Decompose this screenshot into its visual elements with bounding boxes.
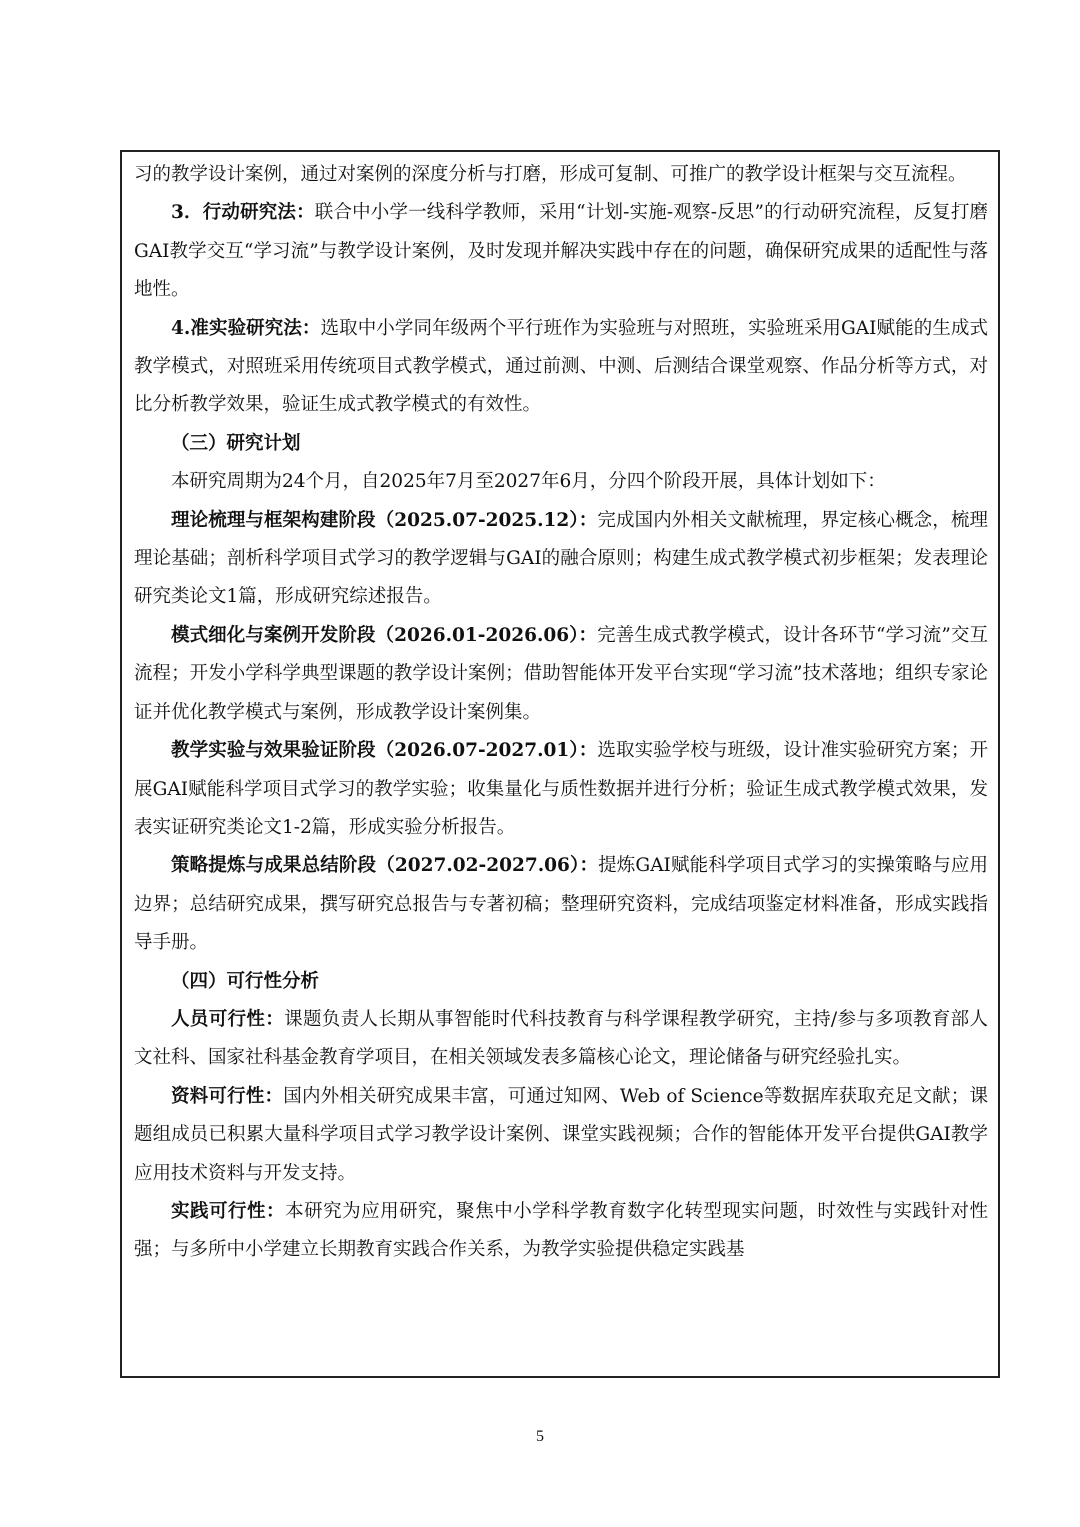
paragraph (134, 617, 988, 732)
paragraph-text: 完成国内外相关文献梳理，界定核心概念，梳理理论基础；剖析科学项目式学习的教学逻辑与GAI的融合原则；构建生成式教学模式初步框架；发表理论研究类论文1篇，形成研究综述报告。 (134, 509, 988, 608)
paragraph-lead-term: 教学实验与效果验证阶段（2026.07-2027.01）： (171, 740, 598, 762)
bordered-content-frame (120, 150, 1000, 1378)
paragraph (134, 463, 988, 501)
paragraph (134, 502, 988, 617)
paragraph (134, 194, 988, 309)
paragraph-lead-term: 理论梳理与框架构建阶段（2025.07-2025.12）： (171, 509, 598, 531)
paragraph-text: 联合中小学一线科学教师，采用“计划-实施-观察-反思”的行动研究流程，反复打磨GAI教学交互“学习流”与教学设计案例，及时发现并解决实践中存在的问题，确保研究成果的适配性与落地性。 (134, 202, 989, 301)
paragraph-text: 习的教学设计案例，通过对案例的深度分析与打磨，形成可复制、可推广的教学设计框架与交互流程。 (134, 164, 967, 185)
section-heading: （四）可行性分析 (171, 970, 320, 992)
paragraph-lead-term: 3．行动研究法： (171, 202, 315, 224)
paragraph (134, 847, 988, 962)
paragraph-text: 本研究为应用研究，聚焦中小学科学教育数字化转型现实问题，时效性与实践针对性强；与多所中小学建立长期教育实践合作关系，为教学实验提供稳定实践基 (134, 1200, 988, 1261)
paragraph-text: 选取实验学校与班级，设计准实验研究方案；开展GAI赋能科学项目式学习的教学实验；收集量化与质性数据并进行分析；验证生成式教学模式效果，发表实证研究类论文1-2篇，形成实验分析报告。 (134, 740, 988, 838)
paragraph-text: 国内外相关研究成果丰富，可通过知网、Web of Science等数据库获取充足文献；课题组成员已积累大量科学项目式学习教学设计案例、课堂实践视频；合作的智能体开发平台提供GAI教学应用技术资料与开发支持。 (134, 1085, 988, 1184)
paragraph-text: 完善生成式教学模式，设计各环节“学习流”交互流程；开发小学科学典型课题的教学设计案例；借助智能体开发平台实现“学习流”技术落地；组织专家论证并优化教学模式与案例，形成教学设计案例集。 (134, 624, 988, 723)
paragraph-lead-term: 模式细化与案例开发阶段（2026.01-2026.06）： (171, 624, 598, 646)
paragraph-text: 提炼GAI赋能科学项目式学习的实操策略与应用边界；总结研究成果，撰写研究总报告与专著初稿；整理研究资料，完成结项鉴定材料准备，形成实践指导手册。 (134, 855, 989, 954)
paragraph-lead-term: 人员可行性： (171, 1008, 285, 1030)
section-heading: （三）研究计划 (171, 432, 301, 454)
paragraph-lead-term: 资料可行性： (171, 1085, 284, 1107)
paragraph (134, 1078, 988, 1193)
paragraph (134, 1001, 988, 1078)
paragraph-lead-term: 4.准实验研究法： (171, 317, 321, 339)
paragraph-text: 本研究周期为24个月，自2025年7月至2027年6月，分四个阶段开展，具体计划如下： (171, 471, 886, 493)
paragraph (134, 732, 988, 847)
paragraph (134, 156, 988, 194)
paragraph (134, 310, 988, 425)
document-body (134, 156, 988, 1270)
paragraph-text: 选取中小学同年级两个平行班作为实验班与对照班，实验班采用GAI赋能的生成式教学模式，对照班采用传统项目式教学模式，通过前测、中测、后测结合课堂观察、作品分析等方式，对比分析教学效果，验证生成式教学模式的有效性。 (134, 317, 988, 416)
paragraph (134, 1193, 988, 1270)
page-number: 5 (536, 1428, 544, 1445)
paragraph-lead-term: 实践可行性： (171, 1200, 286, 1222)
paragraph-text: 课题负责人长期从事智能时代科技教育与科学课程教学研究，主持/参与多项教育部人文社科、国家社科基金教育学项目，在相关领域发表多篇核心论文，理论储备与研究经验扎实。 (134, 1008, 988, 1069)
paragraph-lead-term: 策略提炼与成果总结阶段（2027.02-2027.06）： (171, 855, 599, 877)
